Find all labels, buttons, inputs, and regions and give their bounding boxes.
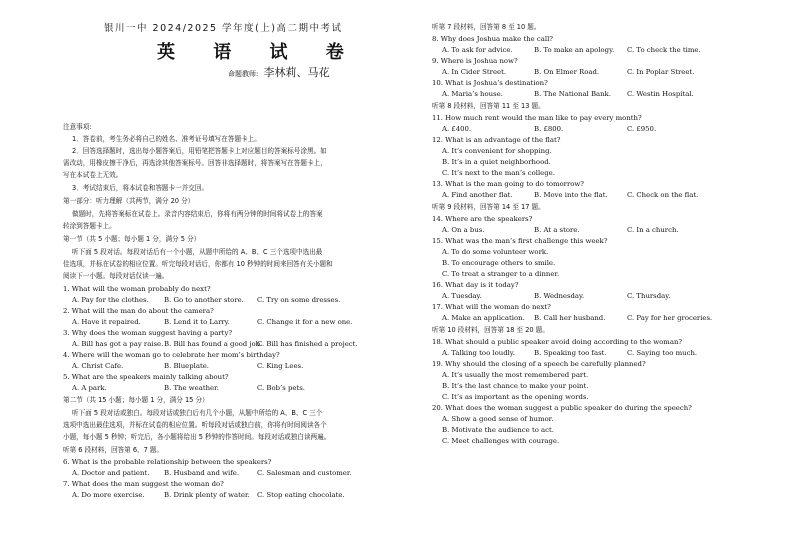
option-a: A. Make an application. xyxy=(442,314,525,322)
option-c: C. To treat a stranger to a dinner. xyxy=(442,270,560,278)
question-text: 6. What is the probable relationship between the speakers? xyxy=(63,458,272,466)
option-c: C. Try on some dresses. xyxy=(257,296,341,304)
part1-heading: 第一部分：听力理解（共两节，满分 20 分） xyxy=(63,197,195,205)
question-text: 19. Why should the closing of a speech be carefully planned? xyxy=(432,360,646,368)
option-c: C. In a church. xyxy=(627,226,679,234)
option-b: B. Wednesday. xyxy=(534,292,585,300)
option-b: B. The weather. xyxy=(164,384,219,392)
option-a: A. Bill has got a pay raise. xyxy=(72,340,164,348)
question-text: 16. What day is it today? xyxy=(432,281,519,289)
option-b: B. Bill has found a good job. xyxy=(164,340,263,348)
option-a: A. Tuesday. xyxy=(442,292,482,300)
option-c: C. £950. xyxy=(627,125,657,133)
option-c: C. Bill has finished a project. xyxy=(257,340,358,348)
part1-intro: 转涂到答题卡上。 xyxy=(63,222,116,230)
notes-item: 2．回答选择题时，选出每小题答案后，用铅笔把答题卡上对应题目的答案标号涂黑。如 xyxy=(72,147,327,155)
option-a: A. In Cider Street. xyxy=(442,68,507,76)
option-b: B. Move into the flat. xyxy=(534,191,608,199)
material-label: 听第 8 段材料，回答第 11 至 13 题。 xyxy=(432,102,545,110)
question-text: 5. What are the speakers mainly talking about? xyxy=(63,373,229,381)
option-b: B. It’s the last chance to make your point. xyxy=(442,382,589,390)
option-a: A. Have it repaired. xyxy=(72,318,141,326)
option-b: B. At a store. xyxy=(534,226,580,234)
question-text: 1. What will the woman probably do next? xyxy=(63,285,211,293)
option-c: C. Salesman and customer. xyxy=(257,469,352,477)
option-b: B. Blueplate. xyxy=(164,362,209,370)
section2-heading: 第二节（共 15 小题；每小题 1 分，满分 15 分） xyxy=(63,396,209,404)
option-b: B. To make an apology. xyxy=(534,46,615,54)
option-a: A. It’s convenient for shopping. xyxy=(442,147,552,155)
option-c: C. It’s as important as the opening words. xyxy=(442,393,589,401)
question-text: 20. What does the woman suggest a public speaker do during the speech? xyxy=(432,404,692,412)
question-text: 4. Where will the woman go to celebrate her mom’s birthday? xyxy=(63,351,280,359)
teacher-line xyxy=(228,61,329,80)
option-c: C. Change it for a new one. xyxy=(257,318,353,326)
section2-intro: 选项中选出最佳选项，并标在试卷的相应位置。听每段对话或独白前，你将有时间阅读各个 xyxy=(63,421,327,429)
part1-intro: 做题时，先将答案标在试卷上。录音内容结束后，你将有两分钟的时间将试卷上的答案 xyxy=(72,210,323,218)
option-c: C. Thursday. xyxy=(627,292,671,300)
option-a: A. Doctor and patient. xyxy=(72,469,150,477)
question-text: 18. What should a public speaker avoid doing according to the woman? xyxy=(432,338,683,346)
notes-heading: 注意事项: xyxy=(63,123,92,131)
notes-item: 3．考试结束后，将本试卷和答题卡一并交回。 xyxy=(72,184,209,192)
option-a: A. Find another flat. xyxy=(442,191,513,199)
teacher-label: 命题教师: xyxy=(228,70,259,78)
question-text: 15. What was the man’s first challenge this week? xyxy=(432,237,608,245)
question-text: 3. Why does the woman suggest having a party? xyxy=(63,329,233,337)
question-text: 13. What is the man going to do tomorrow? xyxy=(432,180,585,188)
option-a: A. On a bus. xyxy=(442,226,485,234)
option-c: C. Bob’s pets. xyxy=(257,384,305,392)
option-c: C. It’s next to the man’s college. xyxy=(442,169,555,177)
option-c: C. Stop eating chocolate. xyxy=(257,491,345,499)
option-b: B. Lend it to Larry. xyxy=(164,318,230,326)
section1-intro: 阅读下一小题。每段对话仅读一遍。 xyxy=(63,272,169,280)
teacher-names: 李林莉、马花 xyxy=(263,66,330,79)
option-a: A. It’s usually the most remembered part. xyxy=(442,371,589,379)
option-b: B. £800. xyxy=(534,125,564,133)
option-b: B. Speaking too fast. xyxy=(534,349,607,357)
option-c: C. Meet challenges with courage. xyxy=(442,437,560,445)
option-b: B. The National Bank. xyxy=(534,90,611,98)
section1-heading: 第一节（共 5 小题；每小题 1 分，满分 5 分） xyxy=(63,235,201,243)
notes-item: 写在本试卷上无效。 xyxy=(63,171,123,179)
question-text: 11. How much rent would the man like to pay every month? xyxy=(432,114,642,122)
question-text: 2. What will the man do about the camera? xyxy=(63,307,214,315)
option-c: C. Check on the flat. xyxy=(627,191,699,199)
option-b: B. Call her husband. xyxy=(534,314,606,322)
option-a: A. £400. xyxy=(442,125,472,133)
material-label: 听第 9 段材料，回答第 14 至 17 题。 xyxy=(432,203,545,211)
section1-intro: 佳选项，并标在试卷的相应位置。听完每段对话后，你都有 10 秒钟的时间来回答有关小题和 xyxy=(63,260,333,268)
notes-item: 需改动，用橡皮擦干净后，再选涂其他答案标号。回答非选择题时，将答案写在答题卡上， xyxy=(63,159,327,167)
option-b: B. Husband and wife. xyxy=(164,469,240,477)
question-text: 7. What does the man suggest the woman do? xyxy=(63,480,224,488)
material-label: 听第 10 段材料，回答第 18 至 20 题。 xyxy=(432,326,549,334)
option-a: A. Maria’s house. xyxy=(442,90,503,98)
school-exam-title: 银川一中 2024/2025 学年度(上)高二期中考试 xyxy=(104,23,343,34)
question-text: 14. Where are the speakers? xyxy=(432,215,533,223)
option-b: B. Drink plenty of water. xyxy=(164,491,250,499)
section2-intro: 小题，每小题 5 秒钟；听完后，各小题将给出 5 秒钟的作答时间。每段对话或独白读两遍。 xyxy=(63,433,331,441)
option-c: C. Pay for her groceries. xyxy=(627,314,713,322)
material-label: 听第 6 段材料，回答第 6、7 题。 xyxy=(63,446,164,454)
section2-intro: 听下面 5 段对话或独白。每段对话或独白后有几个小题，从题中所给的 A、B、C 三个 xyxy=(72,409,323,417)
question-text: 17. What will the woman do next? xyxy=(432,303,551,311)
option-c: C. Westin Hospital. xyxy=(627,90,694,98)
option-b: B. To encourage others to smile. xyxy=(442,259,556,267)
question-text: 12. What is an advantage of the flat? xyxy=(432,136,561,144)
option-b: B. On Elmer Road. xyxy=(534,68,600,76)
option-a: A. Show a good sense of humor. xyxy=(442,415,554,423)
option-a: A. Pay for the clothes. xyxy=(72,296,149,304)
option-b: B. Go to another store. xyxy=(164,296,244,304)
option-c: C. To check the time. xyxy=(627,46,701,54)
material-label: 听第 7 段材料，回答第 8 至 10 题。 xyxy=(432,23,541,31)
option-c: C. King Lees. xyxy=(257,362,304,370)
question-text: 10. What is Joshua’s destination? xyxy=(432,79,548,87)
notes-item: 1．答卷前，考生务必将自己的姓名、准考证号填写在答题卡上。 xyxy=(72,135,261,143)
section1-intro: 听下面 5 段对话。每段对话后有一个小题，从题中所给的 A、B、C 三个选项中选出最 xyxy=(72,248,323,256)
question-text: 9. Where is Joshua now? xyxy=(432,57,518,65)
option-a: A. A park. xyxy=(72,384,107,392)
option-a: A. Talking too loudly. xyxy=(442,349,515,357)
option-a: A. To ask for advice. xyxy=(442,46,513,54)
option-b: B. Motivate the audience to act. xyxy=(442,426,554,434)
option-c: C. Saying too much. xyxy=(627,349,698,357)
option-a: A. Do more exercise. xyxy=(72,491,145,499)
option-c: C. In Poplar Street. xyxy=(627,68,695,76)
option-a: A. Christ Cafe. xyxy=(72,362,124,370)
question-text: 8. Why does Joshua make the call? xyxy=(432,35,553,43)
option-b: B. It’s in a quiet neighborhood. xyxy=(442,158,551,166)
subject-title: 英 语 试 卷 xyxy=(157,42,360,63)
option-a: A. To do some volunteer work. xyxy=(442,248,549,256)
